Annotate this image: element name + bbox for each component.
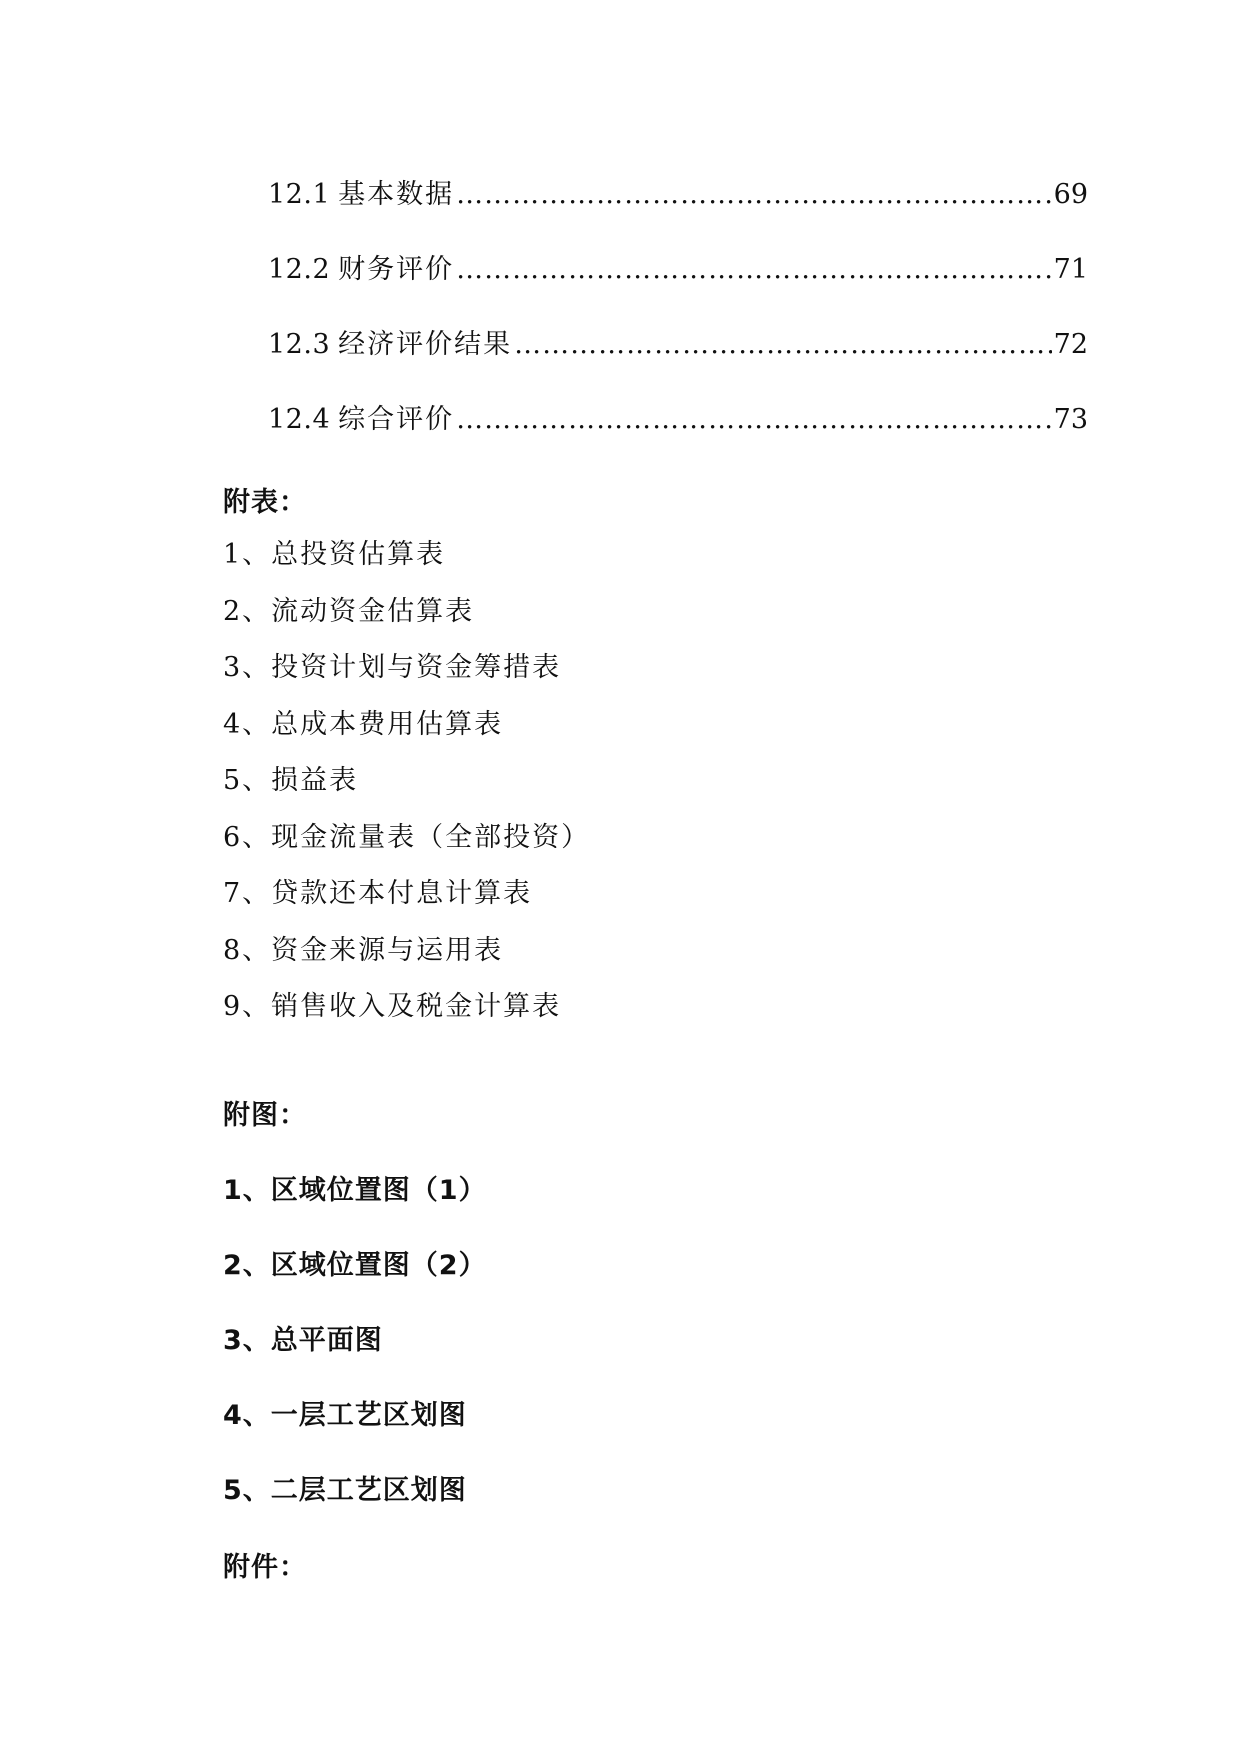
list-item: 4、一层工艺区划图 <box>223 1400 467 1431</box>
toc-entry-title: 经济评价结果 <box>338 329 513 360</box>
toc-entry-title: 基本数据 <box>338 179 455 210</box>
toc-entry[interactable] <box>268 397 1088 472</box>
appendix-tables-list <box>223 532 590 1041</box>
toc-entry-page: 71 <box>1053 254 1088 285</box>
list-item: 5、损益表 <box>223 765 359 796</box>
appendix-figures-heading: 附图： <box>223 1100 307 1131</box>
toc-entry-title: 财务评价 <box>338 254 455 285</box>
list-item: 5、二层工艺区划图 <box>223 1475 467 1506</box>
list-item: 4、总成本费用估算表 <box>223 708 504 740</box>
toc-leader-dots <box>456 254 1052 285</box>
toc-leader-dots <box>514 329 1052 360</box>
list-item: 7、贷款还本付息计算表 <box>223 878 533 909</box>
table-of-contents <box>268 172 1088 472</box>
appendix-figures-list <box>223 1168 487 1543</box>
toc-leader-dots <box>456 404 1052 435</box>
toc-entry[interactable] <box>268 172 1088 247</box>
list-item: 9、销售收入及税金计算表 <box>223 991 562 1022</box>
toc-entry-number: 12.2 <box>268 254 331 285</box>
toc-entry-number: 12.1 <box>268 179 331 210</box>
toc-entry-page: 72 <box>1053 329 1088 360</box>
toc-entry-number: 12.4 <box>268 404 331 435</box>
list-item: 8、资金来源与运用表 <box>223 934 504 966</box>
toc-leader-dots <box>456 179 1052 210</box>
appendix-tables-heading: 附表： <box>223 487 307 518</box>
list-item: 3、投资计划与资金筹措表 <box>223 652 562 683</box>
toc-entry-page: 69 <box>1053 179 1088 210</box>
list-item: 1、总投资估算表 <box>223 539 446 570</box>
toc-entry[interactable] <box>268 247 1088 322</box>
toc-entry-title: 综合评价 <box>338 404 455 435</box>
list-item: 1、区域位置图（1） <box>223 1175 487 1206</box>
attachments-heading: 附件： <box>223 1552 307 1583</box>
list-item: 6、现金流量表（全部投资） <box>223 821 591 853</box>
list-item: 2、流动资金估算表 <box>223 595 475 627</box>
list-item: 2、区域位置图（2） <box>223 1250 487 1281</box>
list-item: 3、总平面图 <box>223 1325 383 1356</box>
toc-entry[interactable] <box>268 322 1088 397</box>
toc-entry-page: 73 <box>1053 404 1088 435</box>
toc-entry-number: 12.3 <box>268 329 331 360</box>
